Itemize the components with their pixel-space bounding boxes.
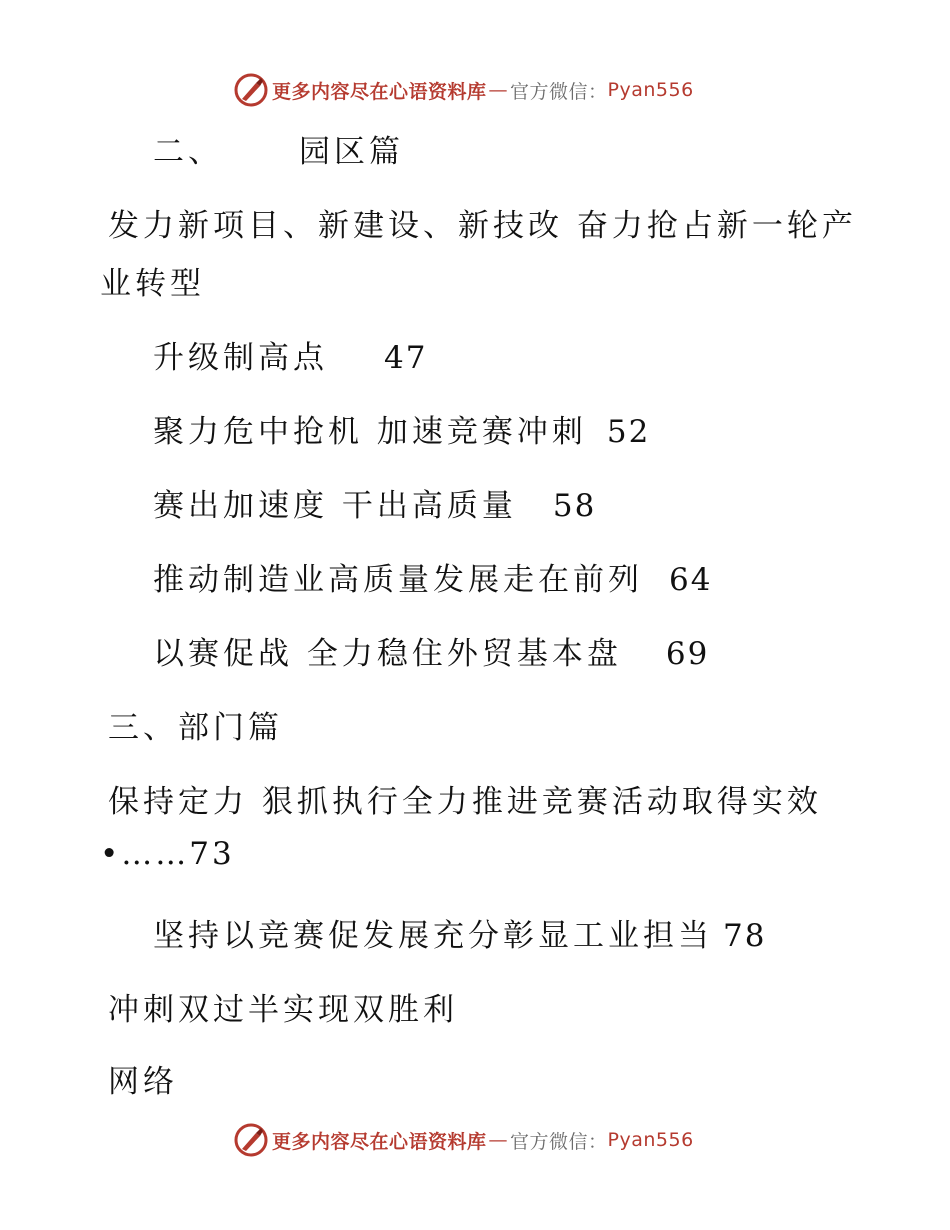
watermark-official-label: 官方微信： bbox=[510, 80, 608, 103]
toc-item-2-page: 52 bbox=[606, 414, 651, 450]
toc-item-4-page: 64 bbox=[669, 562, 713, 598]
toc-item-4-text: 推动制造业高质量发展走在前列 bbox=[153, 562, 643, 598]
toc-item-5-page: 69 bbox=[665, 636, 710, 672]
toc-section2-title: 园区篇 bbox=[299, 134, 404, 170]
toc-item-6 bbox=[153, 910, 766, 955]
toc-item-5-text: 以赛促战 全力稳住外贸基本盘 bbox=[153, 636, 622, 672]
toc-item-3 bbox=[153, 480, 596, 525]
toc-item-3-text: 赛出加速度 干出高质量 bbox=[153, 488, 517, 524]
toc-item-6-text: 坚持以竞赛促发展充分彰显工业担当 bbox=[153, 918, 713, 954]
toc-heading-c: 冲刺双过半实现双胜利 bbox=[108, 992, 458, 1028]
toc-section2-heading bbox=[153, 126, 404, 171]
toc-item-6-page: 78 bbox=[723, 918, 767, 954]
toc-item-2-text: 聚力危中抢机 加速竞赛冲刺 bbox=[153, 414, 587, 450]
toc-item-1-page: 47 bbox=[384, 340, 428, 376]
watermark-handle: Pyan556 bbox=[607, 1129, 694, 1151]
quill-logo-icon bbox=[234, 1123, 268, 1157]
toc-item-2 bbox=[153, 406, 650, 451]
toc-item-3-page: 58 bbox=[552, 488, 597, 524]
toc-heading-b: 保持定力 狠抓执行全力推进竞赛活动取得实效 bbox=[108, 784, 822, 820]
quill-logo-icon bbox=[234, 73, 268, 107]
watermark-official-label: 官方微信： bbox=[510, 1130, 608, 1153]
watermark-text: 更多内容尽在心语资料库 bbox=[272, 1130, 487, 1153]
toc-section3-heading: 三、部门篇 bbox=[108, 710, 283, 746]
toc-heading-a-line2: 业转型 bbox=[100, 266, 205, 302]
watermark-text: 更多内容尽在心语资料库 bbox=[272, 80, 487, 103]
toc-heading-d: 网络 bbox=[108, 1064, 178, 1100]
toc-heading-b-page: •……73 bbox=[100, 836, 235, 872]
toc-section2-number: 二、 bbox=[153, 134, 223, 170]
watermark-dash: — bbox=[488, 79, 509, 101]
toc-item-1 bbox=[153, 332, 427, 377]
watermark-dash: — bbox=[488, 1129, 509, 1151]
watermark-banner-bottom bbox=[234, 1122, 694, 1158]
toc-heading-a-line1: 发力新项目、新建设、新技改 奋力抢占新一轮产 bbox=[108, 208, 857, 244]
toc-item-1-text: 升级制高点 bbox=[153, 340, 328, 376]
toc-item-4 bbox=[153, 554, 712, 599]
toc-item-5 bbox=[153, 628, 709, 673]
watermark-handle: Pyan556 bbox=[607, 79, 694, 101]
watermark-banner-top bbox=[234, 72, 694, 108]
